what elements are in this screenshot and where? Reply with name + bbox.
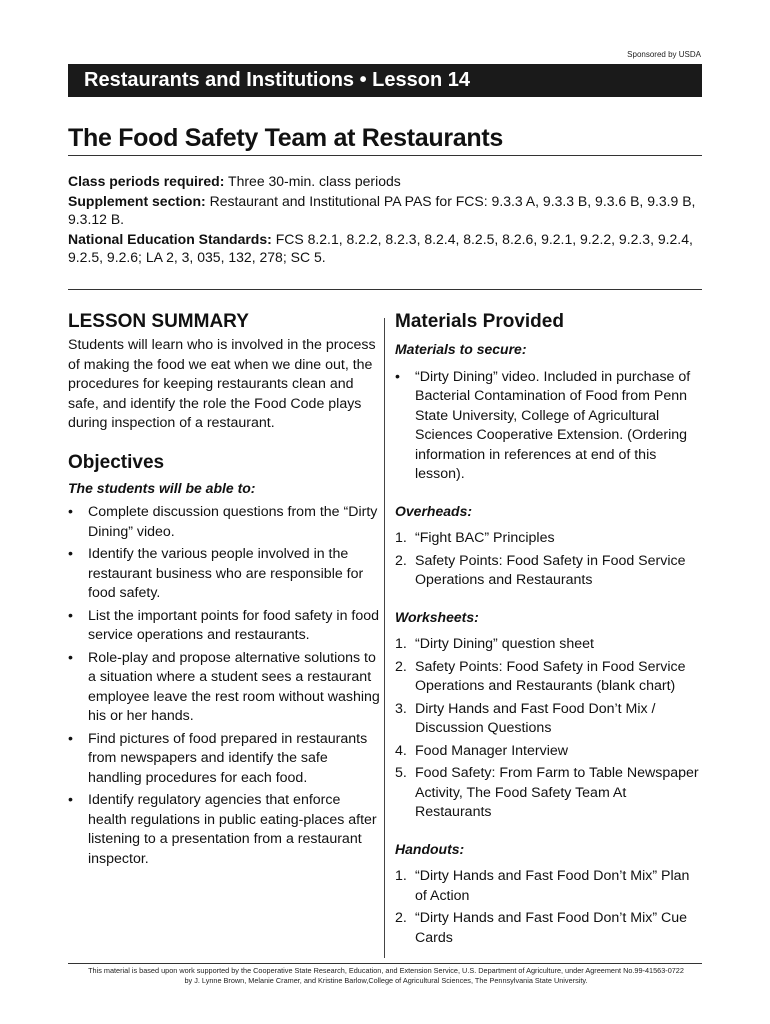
right-column [395, 310, 705, 951]
handouts-list [395, 867, 705, 948]
overheads-list [395, 529, 705, 591]
list-item: • Complete discussion questions from the “Dirty Dining” video. [68, 504, 378, 540]
overhead-text: “Fight BAC” Principles [415, 530, 555, 546]
worksheet-text: Safety Points: Food Safety in Food Service Operations and Restaurants (blank chart) [415, 658, 686, 694]
worksheet-text: “Dirty Dining” question sheet [415, 636, 594, 652]
list-item: • Role-play and propose alternative solutions to a situation where a student sees a restaurant employee leave the rest room without washing his or her hands. [68, 649, 380, 724]
objectives-intro: The students will be able to: [68, 479, 256, 496]
supplement-value: Restaurant and Institutional PA PAS for FCS: 9.3.3 A, 9.3.3 B, 9.3.6 B, 9.3.9 B, 9.3.12 B. [68, 192, 696, 227]
list-item: 1. “Dirty Dining” question sheet [395, 636, 594, 652]
list-item: • Identify regulatory agencies that enforce health regulations in public eating-places after listening to a presentation from a restaurant inspector. [68, 792, 377, 867]
lesson-meta [68, 172, 704, 268]
handouts-label: Handouts: [395, 840, 465, 857]
worksheet-text: Food Safety: From Farm to Table Newspaper Activity, The Food Safety Team At Restaurants [415, 765, 699, 820]
title-rule [68, 155, 702, 156]
summary-text: Students will learn who is involved in the process of making the food we eat when we dine out, the procedures for keeping restaurants clean and safe, and identify the role the Food Code plays during inspection of a restaurant. [68, 337, 376, 431]
list-item: 4. Food Manager Interview [395, 742, 568, 759]
summary-heading: LESSON SUMMARY [68, 311, 249, 332]
worksheet-text: Food Manager Interview [415, 742, 568, 759]
page-title: The Food Safety Team at Restaurants [68, 124, 503, 152]
objective-text: Complete discussion questions from the “Dirty Dining” video. [88, 504, 378, 540]
overhead-text: Safety Points: Food Safety in Food Service Operations and Restaurants [415, 552, 686, 588]
list-item: • List the important points for food safety in food service operations and restaurants. [68, 607, 380, 643]
supplement-section [68, 192, 704, 229]
objective-text: Find pictures of food prepared in restaurants from newspapers and identify the safe handling procedures for each food. [88, 730, 368, 786]
class-periods-value: Three 30-min. class periods [224, 173, 401, 189]
secure-list [395, 368, 705, 485]
objective-text: Identify the various people involved in the restaurant business who are responsible for food safety. [88, 546, 364, 601]
standards-value: FCS 8.2.1, 8.2.2, 8.2.3, 8.2.4, 8.2.5, 8.2.6, 9.2.1, 9.2.2, 9.2.3, 9.2.4, 9.2.5, 9.2.6; LA 2, 3, 035, 132, 278; SC 5. [68, 230, 693, 265]
class-periods-label: Class periods required: [68, 173, 225, 189]
list-item: • Identify the various people involved in the restaurant business who are responsible for food safety. [68, 546, 364, 601]
national-standards [68, 230, 704, 267]
handout-text: “Dirty Hands and Fast Food Don’t Mix” Plan of Action [415, 868, 690, 904]
list-item: • “Dirty Dining” video. Included in purchase of Bacterial Contamination of Food from Penn State University, College of Agricultural Sciences Cooperative Extension. (Ordering information in references at end of this lesson). [395, 368, 691, 482]
list-item: 1. “Dirty Hands and Fast Food Don’t Mix” Plan of Action [395, 868, 690, 904]
worksheet-text: Dirty Hands and Fast Food Don’t Mix / Discussion Questions [415, 700, 656, 736]
overheads-label: Overheads: [395, 502, 473, 519]
supplement-label: Supplement section: [68, 192, 206, 209]
standards-label: National Education Standards: [68, 230, 272, 247]
worksheets-list [395, 635, 705, 823]
footer-rule [68, 963, 702, 964]
handout-text: “Dirty Hands and Fast Food Don’t Mix” Cue Cards [415, 910, 688, 946]
footer-line-2: by J. Lynne Brown, Melanie Cramer, and Kristine Barlow,College of Agricultural Sciences, The Pennsylvania State University. [184, 976, 588, 985]
materials-heading: Materials Provided [395, 311, 564, 332]
list-item: 3. Dirty Hands and Fast Food Don’t Mix / Discussion Questions [395, 700, 656, 736]
list-item: 5. Food Safety: From Farm to Table Newspaper Activity, The Food Safety Team At Restaurants [395, 765, 699, 820]
list-item: • Find pictures of food prepared in restaurants from newspapers and identify the safe handling procedures for each food. [68, 730, 368, 786]
lesson-banner: Restaurants and Institutions • Lesson 14 [68, 64, 702, 97]
footer-line-1: This material is based upon work supported by the Cooperative State Research, Education, and Extension Service, U.S. Department of Agriculture, under Agreement No.99-41563-0722 [88, 966, 684, 975]
materials-secure-label: Materials to secure: [395, 341, 527, 357]
list-item: 2. “Dirty Hands and Fast Food Don’t Mix” Cue Cards [395, 910, 688, 946]
objective-text: Role-play and propose alternative solutions to a situation where a student sees a restaurant employee leave the rest room without washing his or her hands. [88, 649, 380, 724]
worksheets-label: Worksheets: [395, 608, 479, 625]
class-periods [68, 172, 704, 191]
meta-rule [68, 289, 702, 290]
secure-item-text: “Dirty Dining” video. Included in purchase of Bacterial Contamination of Food from Penn State University, College of Agricultural Sciences Cooperative Extension. (Ordering information in references at end of this lesson). [415, 368, 691, 482]
objective-text: Identify regulatory agencies that enforce health regulations in public eating-places after listening to a presentation from a restaurant inspector. [88, 792, 377, 867]
sponsor-note: Sponsored by USDA [627, 50, 701, 59]
objectives-list [68, 503, 380, 869]
objectives-heading: Objectives [68, 451, 165, 473]
list-item: 2. Safety Points: Food Safety in Food Service Operations and Restaurants [395, 552, 686, 588]
list-item: 2. Safety Points: Food Safety in Food Service Operations and Restaurants (blank chart) [395, 658, 686, 694]
footer [68, 966, 704, 986]
objective-text: List the important points for food safety in food service operations and restaurants. [88, 607, 380, 643]
column-divider [384, 318, 385, 958]
left-column [68, 310, 380, 872]
list-item: 1. “Fight BAC” Principles [395, 530, 555, 546]
